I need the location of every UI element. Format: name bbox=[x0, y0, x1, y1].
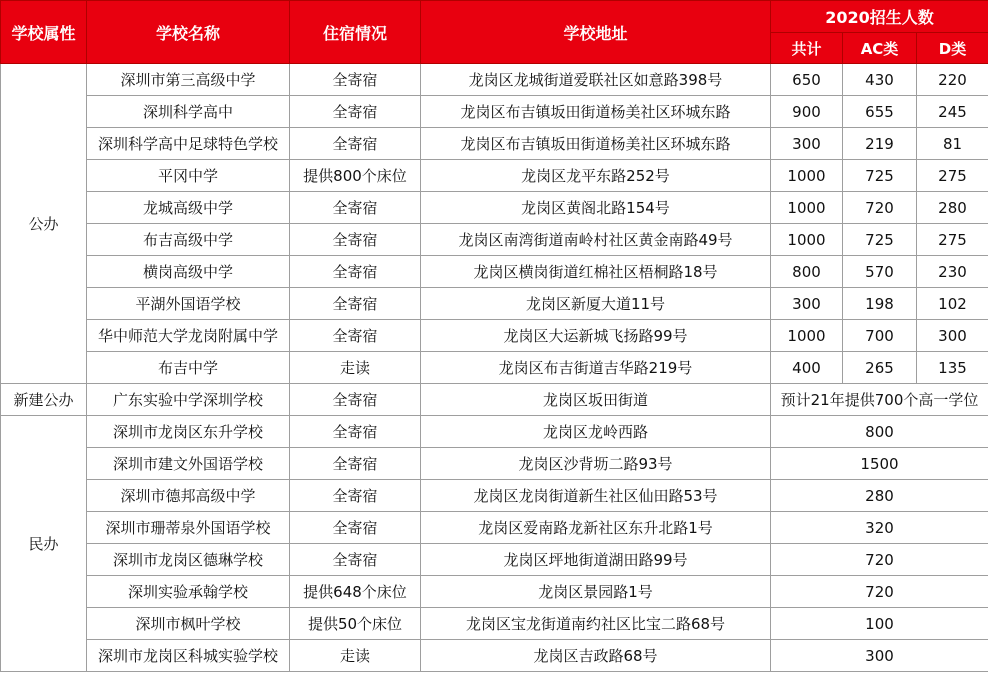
boarding-cell: 全寄宿 bbox=[290, 384, 421, 416]
school-name-cell: 平湖外国语学校 bbox=[87, 288, 290, 320]
address-cell: 龙岗区龙城街道爱联社区如意路398号 bbox=[421, 64, 771, 96]
enrollment-total-cell: 300 bbox=[771, 640, 988, 672]
table-row bbox=[1, 512, 988, 544]
address-cell: 龙岗区黄阁北路154号 bbox=[421, 192, 771, 224]
school-name-cell: 深圳市第三高级中学 bbox=[87, 64, 290, 96]
address-cell: 龙岗区景园路1号 bbox=[421, 576, 771, 608]
d-cell: 280 bbox=[917, 192, 988, 224]
table-row bbox=[1, 96, 988, 128]
boarding-cell: 全寄宿 bbox=[290, 320, 421, 352]
school-name-cell: 深圳市枫叶学校 bbox=[87, 608, 290, 640]
ac-cell: 198 bbox=[843, 288, 917, 320]
d-cell: 102 bbox=[917, 288, 988, 320]
d-cell: 300 bbox=[917, 320, 988, 352]
school-name-cell: 横岗高级中学 bbox=[87, 256, 290, 288]
boarding-cell: 全寄宿 bbox=[290, 480, 421, 512]
d-cell: 275 bbox=[917, 160, 988, 192]
ac-cell: 700 bbox=[843, 320, 917, 352]
ac-cell: 655 bbox=[843, 96, 917, 128]
total-cell: 300 bbox=[771, 128, 843, 160]
boarding-cell: 提供648个床位 bbox=[290, 576, 421, 608]
header-boarding: 住宿情况 bbox=[290, 1, 421, 64]
table-row bbox=[1, 448, 988, 480]
table-row bbox=[1, 480, 988, 512]
table-row bbox=[1, 416, 988, 448]
total-cell: 1000 bbox=[771, 192, 843, 224]
enrollment-total-cell: 720 bbox=[771, 544, 988, 576]
table-row bbox=[1, 640, 988, 672]
boarding-cell: 全寄宿 bbox=[290, 64, 421, 96]
table-body bbox=[1, 64, 988, 672]
ac-cell: 219 bbox=[843, 128, 917, 160]
address-cell: 龙岗区南湾街道南岭村社区黄金南路49号 bbox=[421, 224, 771, 256]
d-cell: 245 bbox=[917, 96, 988, 128]
boarding-cell: 全寄宿 bbox=[290, 192, 421, 224]
table-row bbox=[1, 160, 988, 192]
address-cell: 龙岗区坂田街道 bbox=[421, 384, 771, 416]
boarding-cell: 走读 bbox=[290, 352, 421, 384]
address-cell: 龙岗区布吉街道吉华路219号 bbox=[421, 352, 771, 384]
address-cell: 龙岗区布吉镇坂田街道杨美社区环城东路 bbox=[421, 128, 771, 160]
boarding-cell: 全寄宿 bbox=[290, 128, 421, 160]
school-name-cell: 龙城高级中学 bbox=[87, 192, 290, 224]
boarding-cell: 全寄宿 bbox=[290, 224, 421, 256]
total-cell: 650 bbox=[771, 64, 843, 96]
school-name-cell: 深圳实验承翰学校 bbox=[87, 576, 290, 608]
school-name-cell: 深圳科学高中 bbox=[87, 96, 290, 128]
header-school-name: 学校名称 bbox=[87, 1, 290, 64]
table-row bbox=[1, 384, 988, 416]
address-cell: 龙岗区吉政路68号 bbox=[421, 640, 771, 672]
boarding-cell: 全寄宿 bbox=[290, 256, 421, 288]
boarding-cell: 全寄宿 bbox=[290, 512, 421, 544]
ac-cell: 430 bbox=[843, 64, 917, 96]
table-row bbox=[1, 608, 988, 640]
header-total: 共计 bbox=[771, 33, 843, 64]
header-d: D类 bbox=[917, 33, 988, 64]
table-row bbox=[1, 64, 988, 96]
address-cell: 龙岗区布吉镇坂田街道杨美社区环城东路 bbox=[421, 96, 771, 128]
total-cell: 1000 bbox=[771, 320, 843, 352]
total-cell: 400 bbox=[771, 352, 843, 384]
table-row bbox=[1, 128, 988, 160]
table-row bbox=[1, 192, 988, 224]
address-cell: 龙岗区龙岭西路 bbox=[421, 416, 771, 448]
ac-cell: 725 bbox=[843, 224, 917, 256]
table-row bbox=[1, 576, 988, 608]
total-cell: 900 bbox=[771, 96, 843, 128]
enrollment-total-cell: 720 bbox=[771, 576, 988, 608]
ac-cell: 570 bbox=[843, 256, 917, 288]
table-row bbox=[1, 544, 988, 576]
school-type-cell: 公办 bbox=[1, 64, 87, 384]
d-cell: 230 bbox=[917, 256, 988, 288]
school-name-cell: 平冈中学 bbox=[87, 160, 290, 192]
boarding-cell: 全寄宿 bbox=[290, 288, 421, 320]
table-row bbox=[1, 320, 988, 352]
address-cell: 龙岗区宝龙街道南约社区比宝二路68号 bbox=[421, 608, 771, 640]
header-ac: AC类 bbox=[843, 33, 917, 64]
header-address: 学校地址 bbox=[421, 1, 771, 64]
d-cell: 220 bbox=[917, 64, 988, 96]
school-name-cell: 深圳市龙岗区东升学校 bbox=[87, 416, 290, 448]
table-row bbox=[1, 256, 988, 288]
enrollment-total-cell: 800 bbox=[771, 416, 988, 448]
table-row bbox=[1, 352, 988, 384]
address-cell: 龙岗区沙背坜二路93号 bbox=[421, 448, 771, 480]
school-name-cell: 广东实验中学深圳学校 bbox=[87, 384, 290, 416]
header-school-attribute: 学校属性 bbox=[1, 1, 87, 64]
address-cell: 龙岗区龙平东路252号 bbox=[421, 160, 771, 192]
school-name-cell: 布吉高级中学 bbox=[87, 224, 290, 256]
total-cell: 1000 bbox=[771, 224, 843, 256]
school-name-cell: 深圳市龙岗区科城实验学校 bbox=[87, 640, 290, 672]
boarding-cell: 提供800个床位 bbox=[290, 160, 421, 192]
boarding-cell: 全寄宿 bbox=[290, 96, 421, 128]
boarding-cell: 全寄宿 bbox=[290, 416, 421, 448]
address-cell: 龙岗区大运新城飞扬路99号 bbox=[421, 320, 771, 352]
d-cell: 81 bbox=[917, 128, 988, 160]
ac-cell: 725 bbox=[843, 160, 917, 192]
boarding-cell: 全寄宿 bbox=[290, 448, 421, 480]
school-name-cell: 华中师范大学龙岗附属中学 bbox=[87, 320, 290, 352]
address-cell: 龙岗区新厦大道11号 bbox=[421, 288, 771, 320]
school-type-cell: 新建公办 bbox=[1, 384, 87, 416]
ac-cell: 720 bbox=[843, 192, 917, 224]
school-name-cell: 深圳科学高中足球特色学校 bbox=[87, 128, 290, 160]
d-cell: 135 bbox=[917, 352, 988, 384]
enrollment-note-cell: 预计21年提供700个高一学位 bbox=[771, 384, 988, 416]
school-name-cell: 深圳市建文外国语学校 bbox=[87, 448, 290, 480]
school-name-cell: 深圳市龙岗区德琳学校 bbox=[87, 544, 290, 576]
enrollment-total-cell: 1500 bbox=[771, 448, 988, 480]
table-row bbox=[1, 288, 988, 320]
school-name-cell: 深圳市珊蒂泉外国语学校 bbox=[87, 512, 290, 544]
total-cell: 1000 bbox=[771, 160, 843, 192]
school-name-cell: 深圳市德邦高级中学 bbox=[87, 480, 290, 512]
total-cell: 800 bbox=[771, 256, 843, 288]
enrollment-total-cell: 100 bbox=[771, 608, 988, 640]
address-cell: 龙岗区爱南路龙新社区东升北路1号 bbox=[421, 512, 771, 544]
enrollment-total-cell: 280 bbox=[771, 480, 988, 512]
address-cell: 龙岗区龙岗街道新生社区仙田路53号 bbox=[421, 480, 771, 512]
school-name-cell: 布吉中学 bbox=[87, 352, 290, 384]
boarding-cell: 走读 bbox=[290, 640, 421, 672]
school-type-cell: 民办 bbox=[1, 416, 87, 672]
address-cell: 龙岗区坪地街道湖田路99号 bbox=[421, 544, 771, 576]
boarding-cell: 提供50个床位 bbox=[290, 608, 421, 640]
ac-cell: 265 bbox=[843, 352, 917, 384]
total-cell: 300 bbox=[771, 288, 843, 320]
table-row bbox=[1, 224, 988, 256]
boarding-cell: 全寄宿 bbox=[290, 544, 421, 576]
address-cell: 龙岗区横岗街道红棉社区梧桐路18号 bbox=[421, 256, 771, 288]
d-cell: 275 bbox=[917, 224, 988, 256]
header-enrollment-2020: 2020招生人数 bbox=[771, 1, 988, 33]
enrollment-total-cell: 320 bbox=[771, 512, 988, 544]
